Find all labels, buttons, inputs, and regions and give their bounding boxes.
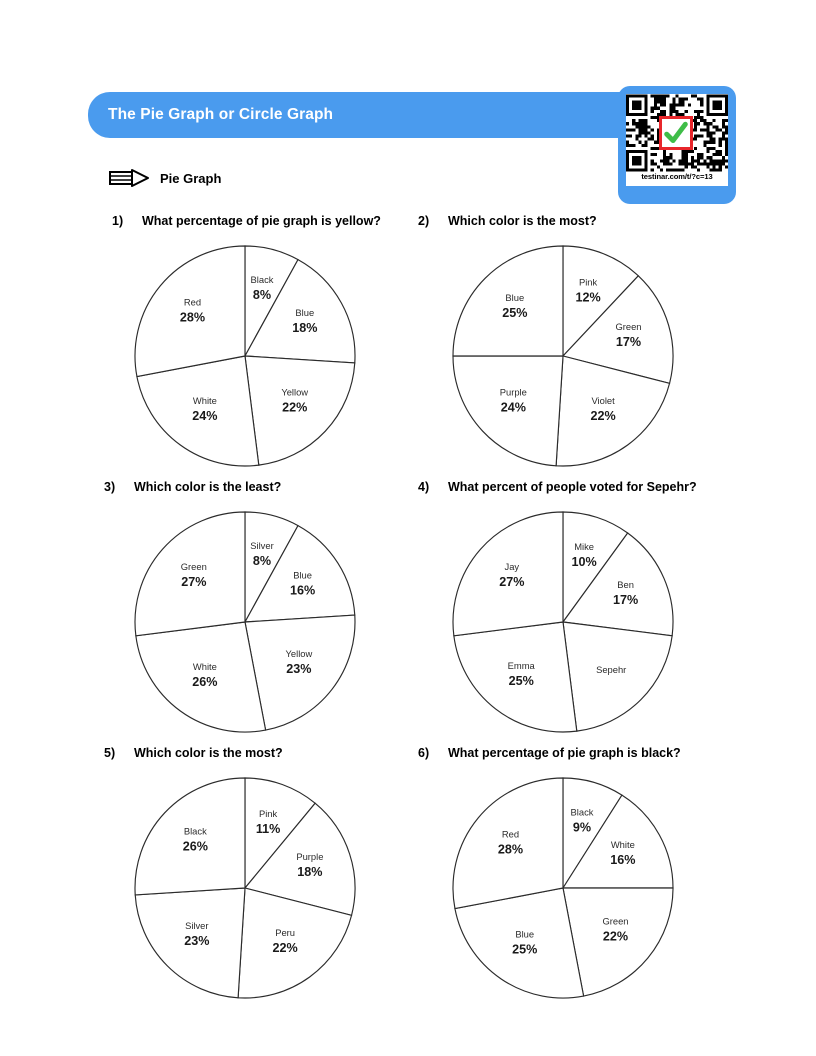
question-heading — [0, 214, 408, 228]
slice-label-value: 10% — [571, 555, 597, 570]
pie-chart-container — [400, 228, 808, 480]
qr-code-inner — [626, 94, 728, 186]
question-item — [408, 746, 816, 1012]
slice-label-name: Green — [615, 321, 642, 332]
question-text: What percentage of pie graph is black? — [448, 746, 681, 760]
slice-label-name: Blue — [505, 291, 525, 303]
slice-label-name: Sepehr — [596, 664, 627, 676]
question-item — [0, 480, 408, 746]
slice-label-value: 22% — [282, 400, 308, 415]
pie-chart-container — [400, 494, 808, 746]
question-number: 5) — [104, 746, 116, 760]
question-heading — [408, 746, 816, 760]
slice-label-name: Black — [183, 825, 207, 837]
question-item — [0, 746, 408, 1012]
slice-label-value: 25% — [508, 673, 534, 688]
slice-label-value: 17% — [612, 592, 639, 607]
slice-label-name: Green — [602, 915, 629, 927]
slice-label-name: Blue — [515, 928, 535, 940]
slice-label-value: 28% — [497, 842, 524, 857]
slice-label-name: Emma — [507, 659, 535, 671]
question-heading — [408, 480, 816, 494]
question-row — [0, 214, 816, 480]
slice-label-value: 23% — [286, 661, 312, 676]
slice-label-name: Pink — [258, 807, 278, 819]
slice-label-name: Peru — [275, 927, 296, 939]
slice-label-value: 22% — [602, 929, 629, 944]
question-number: 3) — [104, 480, 116, 494]
pie-chart-container — [400, 760, 808, 1012]
slice-label-name: White — [610, 839, 635, 851]
slice-label-value: 18% — [297, 864, 323, 879]
slice-label-name: White — [192, 395, 217, 407]
question-item — [408, 214, 816, 480]
slice-label-name: Silver — [250, 539, 274, 551]
question-heading — [408, 214, 816, 228]
slice-label-name: Green — [180, 560, 207, 572]
qr-url-text: testinar.com/t/?c=13 — [641, 172, 713, 181]
slice-label-value: 8% — [252, 287, 272, 302]
slice-label-value: 23% — [184, 934, 210, 949]
slice-label-value: 8% — [252, 553, 272, 568]
question-number: 2) — [418, 214, 430, 228]
slice-label-name: Yellow — [285, 647, 313, 659]
question-row — [0, 480, 816, 746]
slice-label-value: 25% — [512, 942, 538, 957]
questions-grid — [0, 214, 816, 1012]
slice-label-value: 11% — [255, 821, 281, 836]
slice-label-name: White — [192, 661, 217, 673]
section-label: Pie Graph — [160, 170, 222, 186]
question-item — [408, 480, 816, 746]
slice-label-name: Black — [250, 273, 274, 285]
slice-label-name: Silver — [185, 920, 209, 932]
slice-label-value: 22% — [272, 941, 298, 956]
slice-label-value: 12% — [575, 290, 601, 305]
slice-label-name: Yellow — [281, 386, 309, 398]
question-text: What percent of people voted for Sepehr? — [448, 480, 697, 494]
slice-label-name: Black — [570, 806, 594, 818]
slice-label-name: Violet — [591, 395, 615, 407]
slice-label-name: Blue — [293, 569, 312, 581]
pie-chart — [400, 228, 808, 480]
slice-label-value: 26% — [192, 675, 218, 690]
slice-label-value: 27% — [499, 574, 525, 589]
slice-label-value: 27% — [181, 574, 207, 589]
slice-label-name: Pink — [578, 276, 598, 288]
question-heading — [0, 746, 408, 760]
slice-label-value: 24% — [500, 400, 526, 415]
pie-slice — [135, 512, 245, 636]
pie-chart — [400, 494, 808, 746]
slice-label-name: Purple — [499, 386, 527, 398]
slice-label-name: Jay — [504, 560, 520, 572]
checkmark-icon — [659, 116, 693, 150]
slice-label-value: 24% — [192, 409, 218, 424]
slice-label-value: 25% — [502, 305, 528, 320]
pie-slice — [453, 512, 563, 636]
slice-label-name: Purple — [296, 850, 324, 862]
slice-label-value: 17% — [615, 335, 642, 349]
question-row — [0, 746, 816, 1012]
question-item — [0, 214, 408, 480]
slice-label-value: 16% — [610, 853, 636, 868]
slice-label-name: Blue — [295, 307, 315, 319]
slice-label-name: Ben — [617, 578, 634, 590]
question-text: Which color is the most? — [134, 746, 283, 760]
question-number: 6) — [418, 746, 430, 760]
question-heading — [0, 480, 408, 494]
slice-label-value: 16% — [289, 583, 316, 598]
slice-label-name: Red — [183, 296, 202, 308]
question-number: 4) — [418, 480, 430, 494]
section-heading — [108, 166, 221, 190]
page-title: The Pie Graph or Circle Graph — [108, 106, 334, 123]
slice-label-value: 18% — [292, 321, 318, 336]
question-text: Which color is the least? — [134, 480, 282, 494]
slice-label-name: Mike — [574, 541, 594, 553]
question-number: 1) — [112, 214, 124, 228]
slice-label-value: 22% — [590, 409, 616, 424]
slice-label-value: 26% — [182, 839, 208, 854]
pie-slice — [135, 778, 245, 895]
slice-label-value: 28% — [179, 310, 206, 325]
pencil-icon — [108, 168, 150, 188]
qr-code-badge[interactable] — [618, 86, 736, 204]
question-text: What percentage of pie graph is yellow? — [142, 214, 381, 228]
question-text: Which color is the most? — [448, 214, 597, 228]
pie-chart — [400, 760, 808, 1012]
slice-label-name: Red — [501, 828, 520, 840]
slice-label-value: 9% — [572, 820, 592, 835]
pie-slice — [563, 622, 672, 731]
